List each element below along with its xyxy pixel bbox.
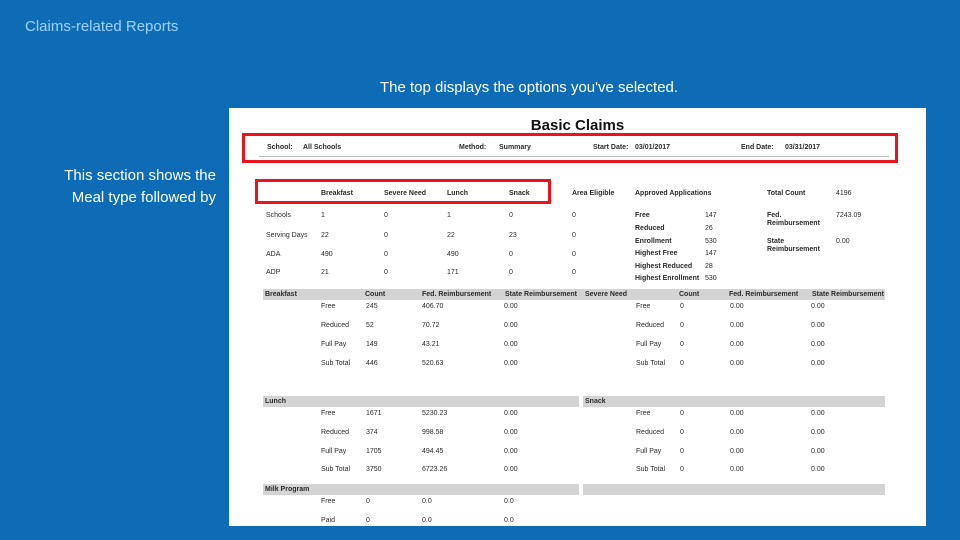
app-label: Highest Reduced: [635, 263, 693, 270]
snack-count: 0: [680, 466, 684, 473]
severe-need-row-label: Free: [636, 303, 651, 310]
milk-state: 0.0: [504, 517, 514, 524]
school-value: All Schools: [303, 144, 342, 151]
meal-cell: 1: [321, 212, 325, 219]
lunch-row-label: Free: [321, 410, 336, 417]
milk-fed: 0.0: [422, 498, 432, 505]
fed-reimbursement-label: Fed. Reimbursement: [767, 212, 820, 227]
breakfast-fed: 406.70: [422, 303, 444, 310]
lunch-fed: 494.45: [422, 448, 444, 455]
severe-need-fed: 0.00: [730, 360, 744, 367]
breakfast-row-label: Full Pay: [321, 341, 347, 348]
breakfast-count: 149: [366, 341, 378, 348]
snack-state: 0.00: [811, 429, 825, 436]
snack-fed: 0.00: [730, 448, 744, 455]
meal-cell: 0: [384, 251, 388, 258]
app-label: Highest Enrollment: [635, 275, 700, 282]
lunch-header-bar: [263, 396, 579, 407]
breakfast-state: 0.00: [504, 341, 518, 348]
meal-cell: 1: [447, 212, 451, 219]
meal-cell: 23: [509, 232, 517, 239]
lunch-count: 374: [366, 429, 378, 436]
meal-col-area-eligible: Area Eligible: [572, 190, 615, 197]
breakfast-fed: 43.21: [422, 341, 440, 348]
lunch-row-label: Sub Total: [321, 466, 351, 473]
severe-need-state: 0.00: [811, 322, 825, 329]
meal-cell: 490: [321, 251, 333, 258]
milk-count: 0: [366, 498, 370, 505]
snack-row-label: Free: [636, 410, 651, 417]
severe-need-row-label: Sub Total: [636, 360, 666, 367]
meal-cell: 0: [384, 232, 388, 239]
meal-row-label: Schools: [266, 212, 291, 219]
breakfast-count: 245: [366, 303, 378, 310]
severe-need-col-fed: Fed. Reimbursement: [729, 291, 799, 298]
meal-cell: 0: [572, 212, 576, 219]
page-indicator-icon: [854, 520, 914, 526]
meal-cell: 0: [572, 251, 576, 258]
app-value: 147: [705, 212, 717, 219]
breakfast-state: 0.00: [504, 303, 518, 310]
breakfast-col-fed: Fed. Reimbursement: [422, 291, 492, 298]
app-value: 28: [705, 263, 713, 270]
school-label: School:: [267, 144, 293, 151]
snack-row-label: Reduced: [636, 429, 665, 436]
severe-need-state: 0.00: [811, 303, 825, 310]
milk-right-bar: [583, 484, 885, 495]
snack-count: 0: [680, 410, 684, 417]
snack-fed: 0.00: [730, 429, 744, 436]
meal-cell: 0: [384, 212, 388, 219]
breakfast-col-count: Count: [365, 291, 386, 298]
lunch-count: 1671: [366, 410, 382, 417]
applications-title: Approved Applications: [635, 190, 712, 197]
app-value: 530: [705, 238, 717, 245]
meal-cell: 0: [572, 269, 576, 276]
lunch-fed: 5230.23: [422, 410, 448, 417]
snack-header-bar: [583, 396, 885, 407]
state-reimbursement-value: 0.00: [836, 238, 850, 245]
severe-need-count: 0: [680, 303, 684, 310]
lunch-row-label: Full Pay: [321, 448, 347, 455]
breakfast-fed: 520.63: [422, 360, 444, 367]
breakfast-state: 0.00: [504, 322, 518, 329]
app-label: Free: [635, 212, 650, 219]
breakfast-count: 52: [366, 322, 374, 329]
slide-title: Claims-related Reports: [25, 18, 179, 35]
app-value: 147: [705, 250, 717, 257]
severe-need-section-label: Severe Need: [585, 291, 628, 298]
lunch-count: 1705: [366, 448, 382, 455]
snack-row-label: Sub Total: [636, 466, 666, 473]
app-value: 26: [705, 225, 713, 232]
meal-cell: 0: [384, 269, 388, 276]
milk-section-label: Milk Program: [265, 486, 310, 493]
app-label: Reduced: [635, 225, 665, 232]
severe-need-count: 0: [680, 341, 684, 348]
meal-col-breakfast: Breakfast: [321, 190, 353, 197]
meal-cell: 0: [509, 269, 513, 276]
breakfast-section-label: Breakfast: [265, 291, 297, 298]
lunch-state: 0.00: [504, 410, 518, 417]
lunch-state: 0.00: [504, 429, 518, 436]
severe-need-fed: 0.00: [730, 322, 744, 329]
breakfast-count: 446: [366, 360, 378, 367]
breakfast-row-label: Sub Total: [321, 360, 351, 367]
report-title: Basic Claims: [530, 117, 625, 134]
meal-cell: 22: [447, 232, 455, 239]
severe-need-row-label: Reduced: [636, 322, 665, 329]
state-reimbursement-label: State Reimbursement: [767, 238, 820, 253]
snack-state: 0.00: [811, 448, 825, 455]
severe-need-row-label: Full Pay: [636, 341, 662, 348]
meal-col-severe-need: Severe Need: [384, 190, 427, 197]
snack-state: 0.00: [811, 410, 825, 417]
breakfast-row-label: Reduced: [321, 322, 350, 329]
snack-fed: 0.00: [730, 466, 744, 473]
snack-fed: 0.00: [730, 410, 744, 417]
app-value: 530: [705, 275, 717, 282]
severe-need-col-count: Count: [679, 291, 700, 298]
breakfast-row-label: Free: [321, 303, 336, 310]
lunch-state: 0.00: [504, 466, 518, 473]
meal-cell: 0: [509, 251, 513, 258]
total-count-value: 4196: [836, 190, 852, 197]
meal-col-lunch: Lunch: [447, 190, 468, 197]
snack-count: 0: [680, 448, 684, 455]
meal-cell: 490: [447, 251, 459, 258]
snack-state: 0.00: [811, 466, 825, 473]
milk-row-label: Paid: [321, 517, 336, 524]
start-date-value: 03/01/2017: [635, 144, 671, 151]
severe-need-state: 0.00: [811, 341, 825, 348]
lunch-count: 3750: [366, 466, 382, 473]
meal-cell: 171: [447, 269, 459, 276]
start-date-label: Start Date:: [593, 144, 629, 151]
severe-need-state: 0.00: [811, 360, 825, 367]
app-label: Enrollment: [635, 238, 672, 245]
fed-reimbursement-value: 7243.09: [836, 212, 862, 219]
snack-row-label: Full Pay: [636, 448, 662, 455]
app-label: Highest Free: [635, 250, 678, 257]
milk-row-label: Free: [321, 498, 336, 505]
milk-count: 0: [366, 517, 370, 524]
meal-col-snack: Snack: [509, 190, 530, 197]
severe-need-count: 0: [680, 360, 684, 367]
meal-cell: 21: [321, 269, 329, 276]
lunch-fed: 6723.26: [422, 466, 448, 473]
method-value: Summary: [499, 144, 531, 151]
caption-left: This section shows the Meal type followed by: [64, 167, 216, 206]
end-date-label: End Date:: [741, 144, 774, 151]
meal-row-label: ADA: [266, 251, 281, 258]
milk-fed: 0.0: [422, 517, 432, 524]
severe-need-fed: 0.00: [730, 341, 744, 348]
breakfast-fed: 70.72: [422, 322, 440, 329]
end-date-value: 03/31/2017: [785, 144, 821, 151]
meal-row-label: Serving Days: [266, 232, 308, 239]
options-rule: [259, 156, 889, 157]
milk-header-bar: [263, 484, 579, 495]
caption-top: The top displays the options you've selected.: [380, 79, 679, 96]
meal-cell: 0: [572, 232, 576, 239]
lunch-row-label: Reduced: [321, 429, 350, 436]
total-count-label: Total Count: [767, 190, 806, 197]
meal-row-label: ADP: [266, 269, 281, 276]
breakfast-col-state: State Reimbursement: [505, 291, 577, 298]
meal-cell: 0: [509, 212, 513, 219]
lunch-state: 0.00: [504, 448, 518, 455]
lunch-section-label: Lunch: [265, 398, 286, 405]
lunch-fed: 998.58: [422, 429, 444, 436]
method-label: Method:: [459, 144, 487, 151]
breakfast-state: 0.00: [504, 360, 518, 367]
report-screenshot: [229, 108, 926, 526]
snack-section-label: Snack: [585, 398, 606, 405]
severe-need-fed: 0.00: [730, 303, 744, 310]
severe-need-col-state: State Reimbursement: [812, 291, 884, 298]
milk-state: 0.0: [504, 498, 514, 505]
snack-count: 0: [680, 429, 684, 436]
severe-need-count: 0: [680, 322, 684, 329]
meal-cell: 22: [321, 232, 329, 239]
